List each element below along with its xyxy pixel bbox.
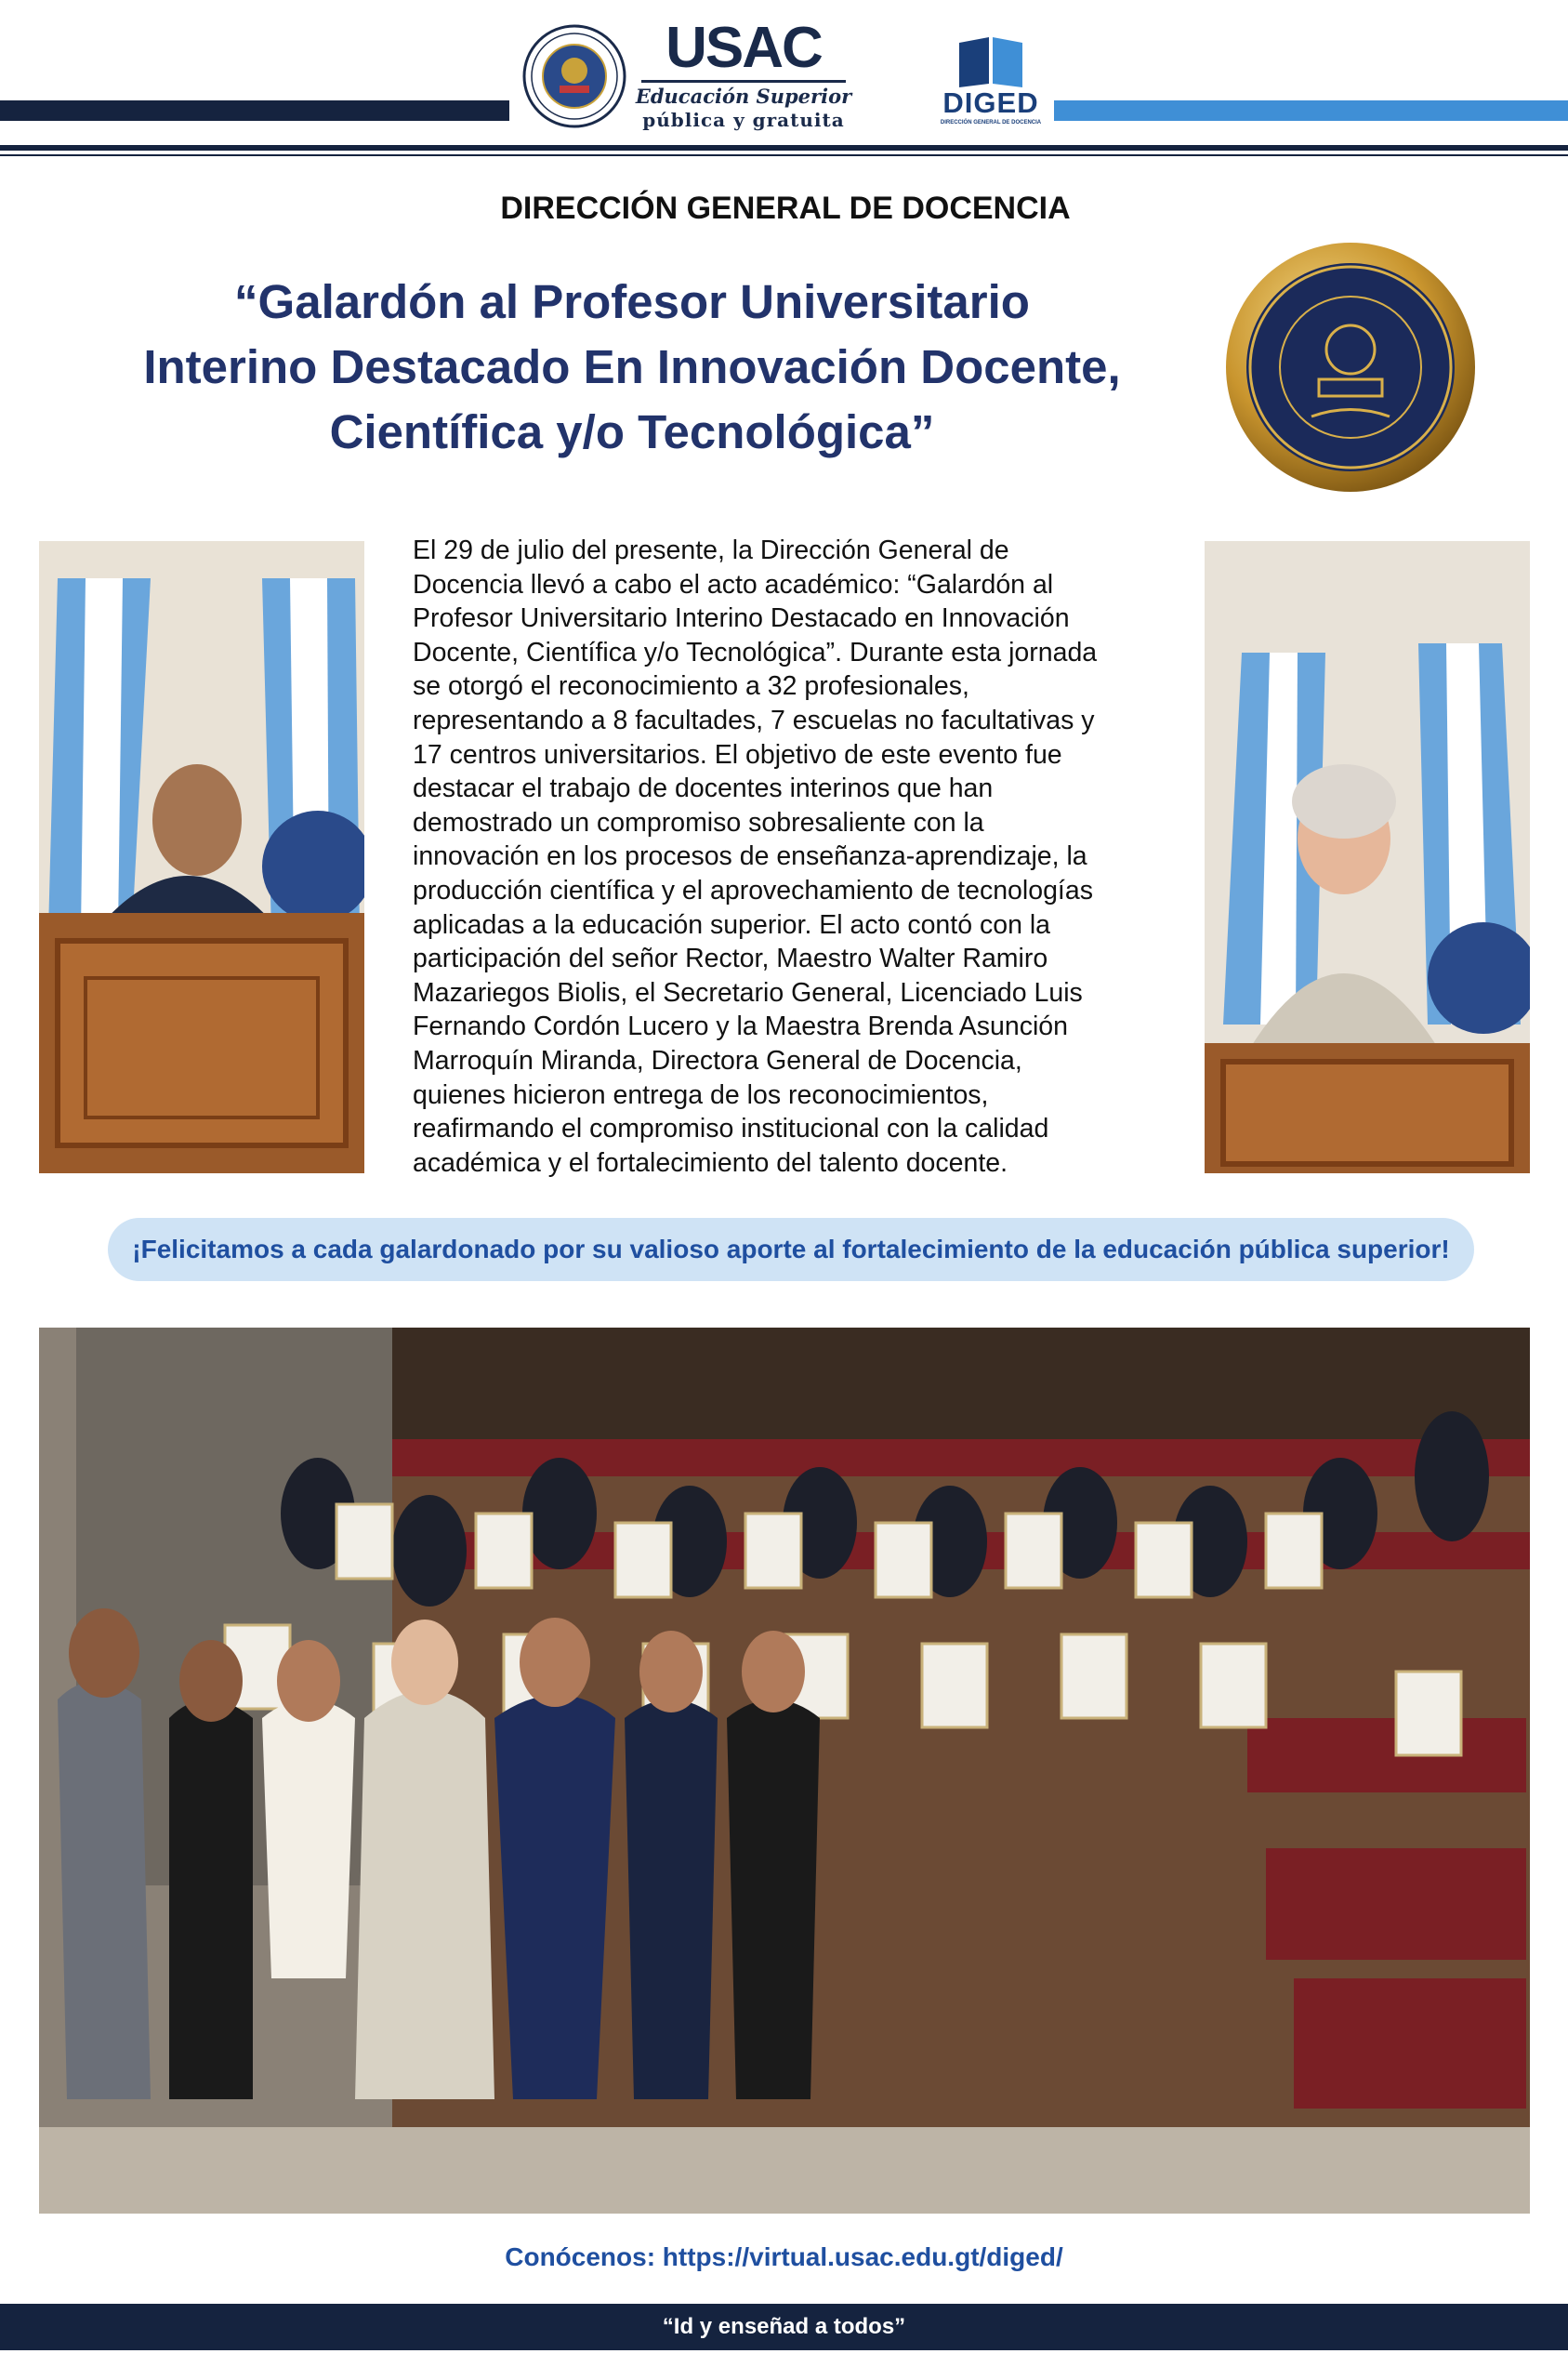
speaker-photo-left (39, 541, 364, 1173)
usac-wordmark: USAC (665, 16, 822, 80)
body-line: 17 centros universitarios. El objetivo de este evento fue (413, 739, 1062, 770)
header-bar-left (0, 100, 509, 121)
body-line: Docente, Científica y/o Tecnológica”. Durante esta jornada (413, 637, 1098, 668)
body-line: se otorgó el reconocimiento a 32 profesionales, (413, 671, 969, 702)
usac-seal-icon (522, 24, 626, 128)
body-line: Fernando Cordón Lucero y la Maestra Brenda Asunción (413, 1012, 1068, 1042)
body-line: producción científica y el aprovechamiento de tecnologías (413, 875, 1093, 906)
usac-logo (632, 16, 855, 139)
banner-text: ¡Felicitamos a cada galardonado por su valioso aporte al fortalecimiento de la educación pública superior! (132, 1235, 1450, 1263)
body-line: Marroquín Miranda, Directora General de Docencia, (413, 1045, 1022, 1076)
body-line: reafirmando el compromiso institucional con la calidad (413, 1114, 1049, 1144)
usac-divider (641, 80, 846, 83)
group-photo (39, 1328, 1530, 2214)
body-line: académica y el fortalecimiento del talento docente. (413, 1147, 1008, 1178)
usac-subtitle-1: Educación Superior (635, 85, 852, 108)
body-line: participación del señor Rector, Maestro Walter Ramiro (413, 944, 1048, 974)
body-line: Mazariegos Biolis, el Secretario General, Licenciado Luis (413, 977, 1083, 1008)
body-line: innovación en los procesos de enseñanza-aprendizaje, la (413, 841, 1087, 872)
title-line: Científica y/o Tecnológica” (329, 405, 935, 458)
header-rule-thin (0, 154, 1568, 156)
footer-link[interactable]: Conócenos: https://virtual.usac.edu.gt/diged/ (505, 2242, 1063, 2271)
page-title (74, 270, 1190, 465)
header-rule (0, 145, 1568, 151)
diged-subtitle: DIRECCIÓN GENERAL DE DOCENCIA (940, 120, 1042, 126)
speaker-photo-right (1205, 541, 1530, 1173)
title-line: Interino Destacado En Innovación Docente, (143, 340, 1121, 393)
diged-book-icon (955, 33, 1026, 87)
diged-logo (926, 33, 1056, 136)
article-body (413, 534, 1154, 1180)
footer-bar (0, 2304, 1568, 2350)
department-heading: DIRECCIÓN GENERAL DE DOCENCIA (500, 191, 1071, 226)
body-line: destacar el trabajo de docentes interinos que han (413, 774, 994, 804)
body-line: representando a 8 facultades, 7 escuelas no facultativas y (413, 705, 1095, 735)
body-line: Profesor Universitario Interino Destacado en Innovación (413, 603, 1070, 634)
body-line: Docencia llevó a cabo el acto académico: “Galardón al (413, 569, 1054, 600)
footer-motto: “Id y enseñad a todos” (662, 2314, 906, 2339)
gold-seal-icon (1223, 240, 1478, 495)
title-line: “Galardón al Profesor Universitario (234, 275, 1030, 328)
header-bar-right (1054, 100, 1568, 121)
body-line: quienes hicieron entrega de los reconocimientos, (413, 1079, 989, 1110)
body-line: El 29 de julio del presente, la Dirección General de (413, 536, 1009, 565)
usac-subtitle-2: pública y gratuita (642, 109, 845, 131)
diged-wordmark: DIGED (942, 86, 1039, 119)
body-line: demostrado un compromiso sobresaliente con la (413, 807, 984, 838)
body-line: aplicadas a la educación superior. El acto contó con la (413, 909, 1051, 940)
congratulations-banner (108, 1218, 1474, 1281)
